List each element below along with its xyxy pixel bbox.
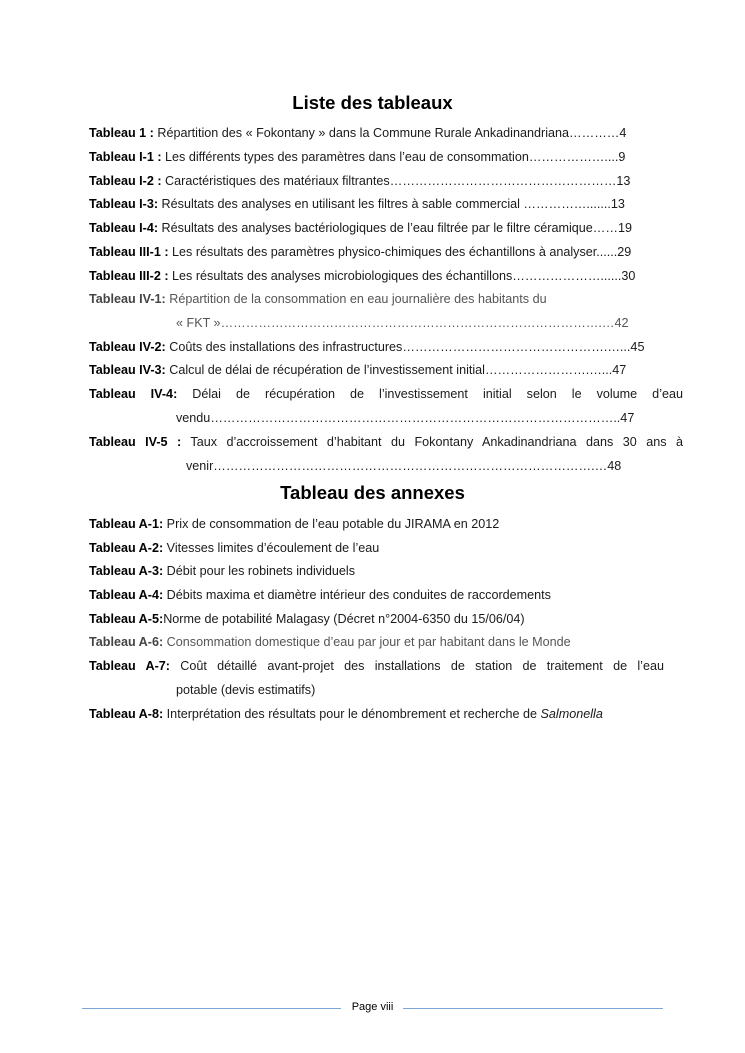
annex-title: Tableau des annexes <box>280 482 465 503</box>
list-item: Tableau I-3: Résultats des analyses en utilisant les filtres à sable commercial …………….......13 <box>89 197 625 211</box>
annex-item: Tableau A-2: Vitesses limites d’écoulement de l’eau <box>89 541 380 555</box>
annex-item: Tableau A-8: Interprétation des résultats pour le dénombrement et recherche de Salmonella <box>89 707 603 721</box>
list-item: Tableau III-2 : Les résultats des analyses microbiologiques des échantillons…………………......30 <box>89 269 636 283</box>
list-item: Tableau IV-5 : Taux d’accroissement d’habitant du Fokontany Ankadinandriana dans 30 ans à <box>89 435 683 449</box>
list-item: Tableau IV-4: Délai de récupération de l’investissement initial selon le volume d’eau <box>89 387 683 401</box>
page-number: Page viii <box>351 1001 394 1013</box>
list-item: Tableau IV-2: Coûts des installations des infrastructures………………………………………….…...45 <box>89 340 645 354</box>
annex-item: Tableau A-4: Débits maxima et diamètre intérieur des conduites de raccordements <box>89 588 551 602</box>
list-item: Tableau IV-1: Répartition de la consommation en eau journalière des habitants du <box>89 292 547 306</box>
list-item: Tableau I-2 : Caractéristiques des matériaux filtrantes………………………………………………13 <box>89 174 631 188</box>
list-item: Tableau I-1 : Les différents types des paramètres dans l’eau de consommation………………....9 <box>89 150 626 164</box>
list-item: Tableau III-1 : Les résultats des paramètres physico-chimiques des échantillons à analyser......29 <box>89 245 632 259</box>
annex-item-continuation: potable (devis estimatifs) <box>176 683 316 697</box>
list-title: Liste des tableaux <box>292 92 453 113</box>
annex-item: Tableau A-6: Consommation domestique d’eau par jour et par habitant dans le Monde <box>89 635 571 649</box>
list-item-continuation: « FKT »……………………………………………………………………………….…42 <box>176 316 629 330</box>
annex-item: Tableau A-7: Coût détaillé avant-projet des installations de station de traitement de l’eau <box>89 659 664 673</box>
list-item-continuation: vendu……………………………………………………………………………………..47 <box>176 411 635 425</box>
list-item-continuation: venir……………………………………………………………………………….…48 <box>186 459 622 473</box>
list-item: Tableau 1 : Répartition des « Fokontany » dans la Commune Rurale Ankadinandriana…………4 <box>89 126 627 140</box>
annex-item: Tableau A-5:Norme de potabilité Malagasy (Décret n°2004-6350 du 15/06/04) <box>89 612 525 626</box>
list-item: Tableau I-4: Résultats des analyses bactériologiques de l’eau filtrée par le filtre céramique……19 <box>89 221 632 235</box>
list-item: Tableau IV-3: Calcul de délai de récupération de l’investissement initial…………………….…...47 <box>89 363 627 377</box>
annex-item: Tableau A-3: Débit pour les robinets individuels <box>89 564 355 578</box>
annex-item: Tableau A-1: Prix de consommation de l’eau potable du JIRAMA en 2012 <box>89 517 500 531</box>
